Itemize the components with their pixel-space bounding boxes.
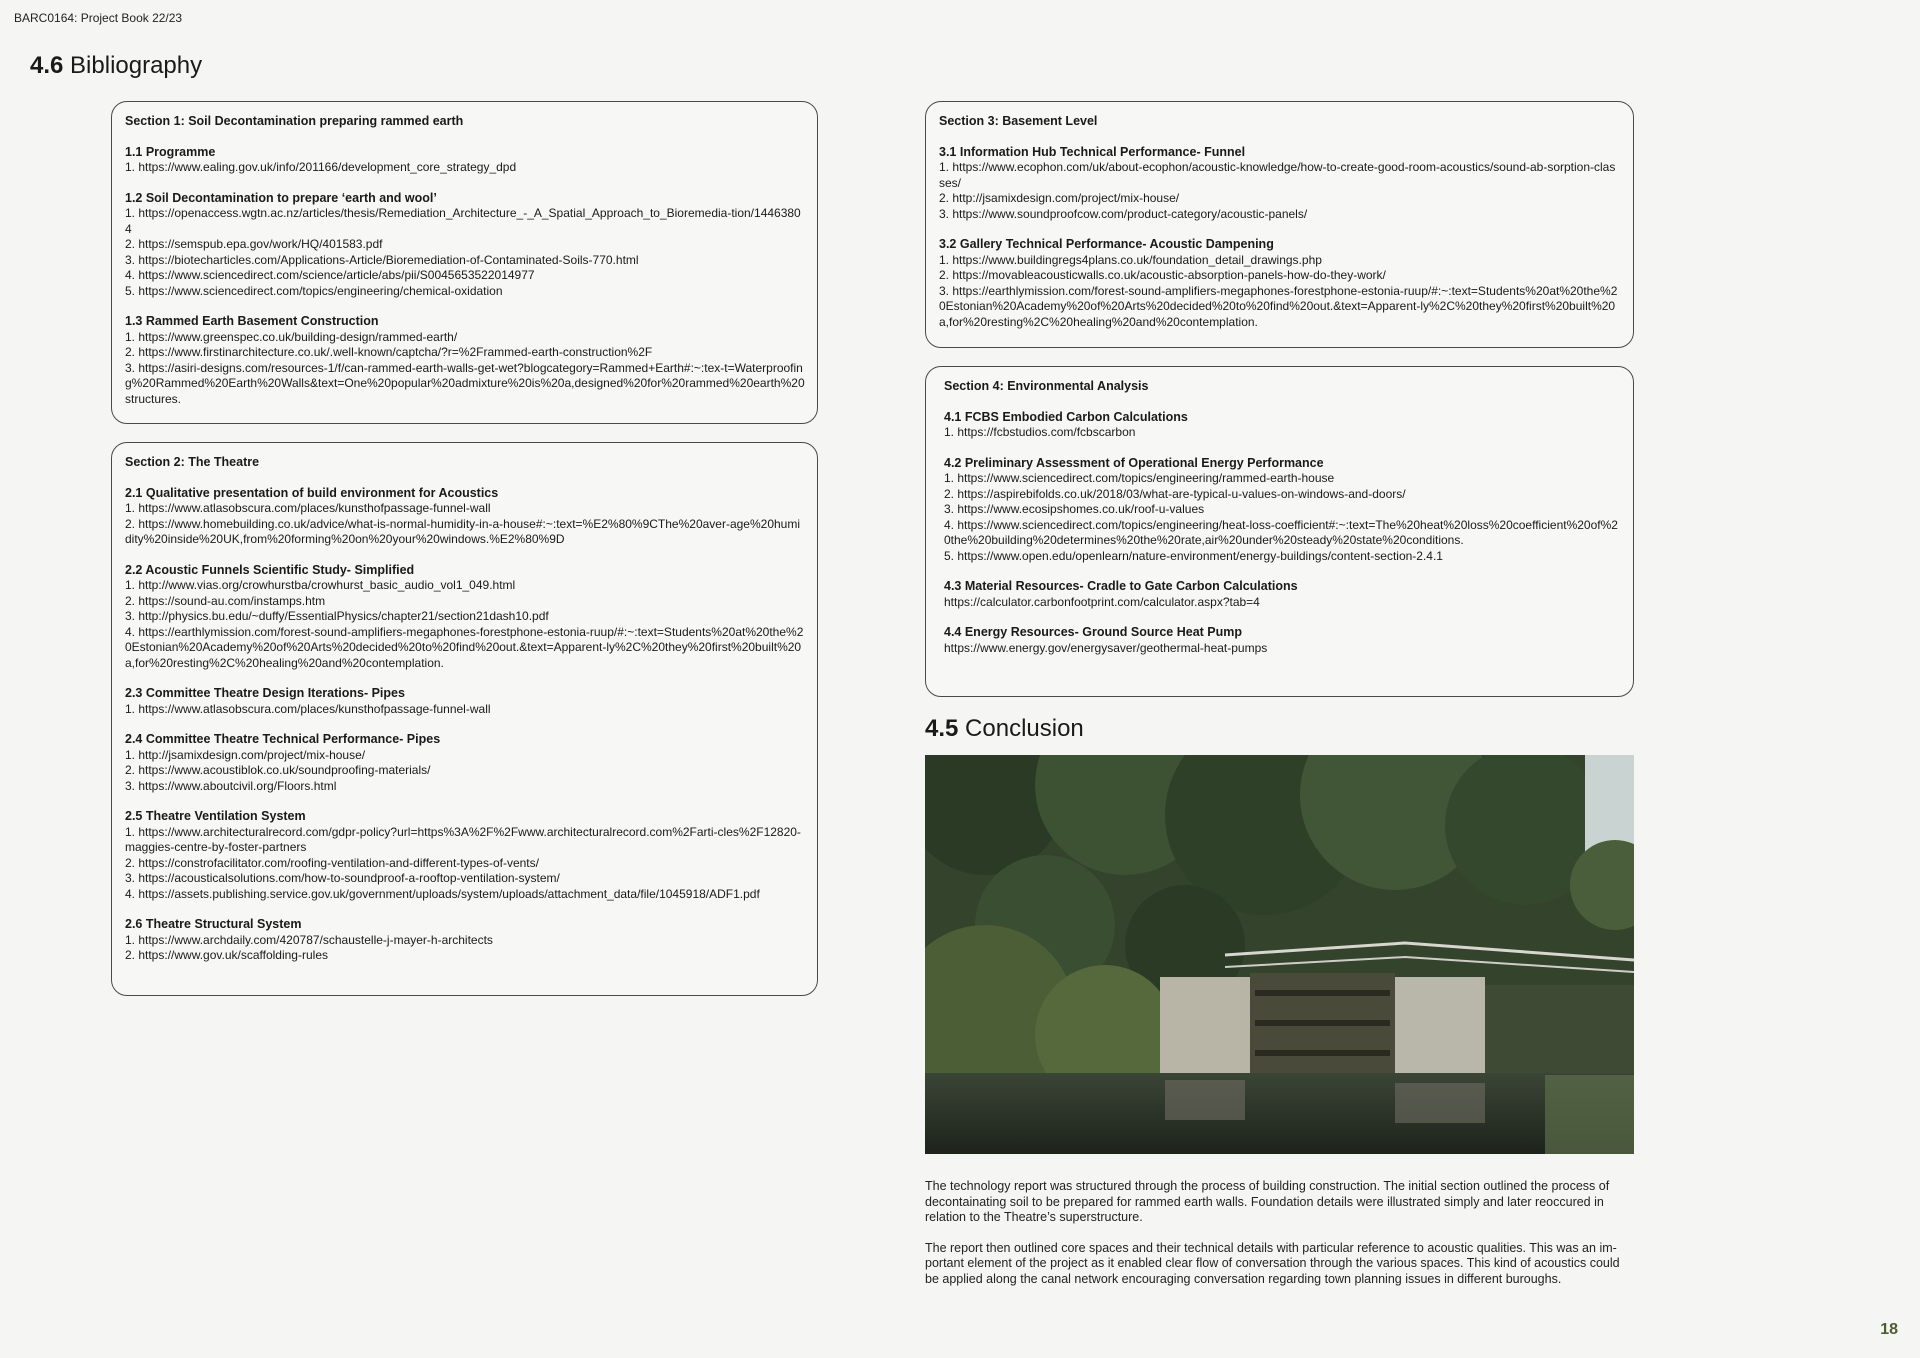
reference-link[interactable]: 1. http://www.vias.org/crowhurstba/crowhurst_basic_audio_vol1_049.html xyxy=(125,578,516,592)
subsection xyxy=(939,237,1621,330)
conclusion-paragraph: The technology report was structured through the process of building construction. The initial section outlined the process of decontainating soil to be prepared for rammed earth walls. Foundation details were illustrated simply and later reoccured in relation to the Theatre’s superstructure. xyxy=(925,1179,1610,1224)
page-number: 18 xyxy=(1880,1321,1898,1338)
reference-link[interactable]: 3. https://biotecharticles.com/Applications-Article/Bioremediation-of-Contaminated-Soils-770.html xyxy=(125,252,639,267)
canal-lock-photo xyxy=(925,755,1634,1154)
subsection-title: 4.4 Energy Resources- Ground Source Heat Pump xyxy=(944,625,1242,639)
reference-link[interactable]: 1. https://www.atlasobscura.com/places/kunsthofpassage-funnel-wall xyxy=(125,501,491,515)
reference-link[interactable]: 4. https://www.sciencedirect.com/science/article/abs/pii/S0045653522014977 xyxy=(125,268,535,282)
subsection-title: 1.2 Soil Decontamination to prepare ‘earth and wool’ xyxy=(125,190,437,205)
reference-link[interactable]: 2. https://movableacousticwalls.co.uk/acoustic-absorption-panels-how-do-they-work/ xyxy=(939,268,1386,282)
reference-link[interactable]: 2. https://semspub.epa.gov/work/HQ/401583.pdf xyxy=(125,237,383,251)
subsection-title: 2.4 Committee Theatre Technical Performance- Pipes xyxy=(125,732,441,746)
heading-number: 4.6 xyxy=(30,52,64,79)
subsection xyxy=(125,486,805,548)
subsection xyxy=(125,686,805,717)
reference-link[interactable]: 2. https://www.acoustiblok.co.uk/soundproofing-materials/ xyxy=(125,763,431,777)
subsection xyxy=(944,625,1621,656)
reference-link[interactable]: 2. https://www.homebuilding.co.uk/advice/what-is-normal-humidity-in-a-house#:~:text=%E2%80%9CThe%20aver-age%20humidity%20inside%20UK,from%20forming%20on%20your%20windows.%E2%80%9D xyxy=(125,516,801,546)
reference-link[interactable]: 4. https://earthlymission.com/forest-sound-amplifiers-megaphones-forestphone-estonia-ruup/#:~:text=Students%20at%20the%20Estonian%20Academy%20of%20Arts%20decided%20to%20find%20out.&text=Apparent-ly%2C%20they%20first%20built%20a,for%20resting%2C%20healing%20and%20contemplation. xyxy=(125,624,804,670)
reference-link[interactable]: 3. https://www.soundproofcow.com/product-category/acoustic-panels/ xyxy=(939,206,1308,221)
reference-link[interactable]: https://www.energy.gov/energysaver/geothermal-heat-pumps xyxy=(944,640,1268,655)
reference-link[interactable]: 2. https://aspirebifolds.co.uk/2018/03/what-are-typical-u-values-on-windows-and-doors/ xyxy=(944,486,1406,501)
reference-link[interactable]: 1. https://www.architecturalrecord.com/gdpr-policy?url=https%3A%2F%2Fwww.architecturalrecord.com%2Farti-cles%2F12820-maggies-centre-by-foster-partners xyxy=(125,824,801,854)
subsection-title: 1.1 Programme xyxy=(125,144,216,159)
reference-link[interactable]: 4. https://www.sciencedirect.com/topics/engineering/heat-loss-coefficient#:~:text=The%20heat%20loss%20coefficient%20of%20the%20building%20determines%20the%20rate,air%20under%20steady%20state%20conditions. xyxy=(944,517,1618,547)
bibliography-heading xyxy=(30,52,202,80)
subsection xyxy=(125,145,805,176)
conclusion-paragraph: The report then outlined core spaces and their technical details with particular reference to acoustic qualities. This was an im-portant element of the project as it enabled clear flow of conversation through the various spaces. This kind of acoustics could be applied along the canal network encouraging conversation regarding town planning issues in different buroughs. xyxy=(925,1240,1620,1286)
reference-link[interactable]: 1. https://www.archdaily.com/420787/schaustelle-j-mayer-h-architects xyxy=(125,932,493,947)
reference-link[interactable]: 2. http://jsamixdesign.com/project/mix-house/ xyxy=(939,191,1180,205)
heading-title: Conclusion xyxy=(965,715,1084,742)
subsection xyxy=(125,732,805,794)
conclusion-heading xyxy=(925,715,1084,743)
reference-link[interactable]: 1. https://openaccess.wgtn.ac.nz/articles/thesis/Remediation_Architecture_-_A_Spatial_Approach_to_Bioremedia-tion/14463804 xyxy=(125,206,801,236)
heading-title: Bibliography xyxy=(70,52,203,79)
subsection xyxy=(944,456,1621,565)
reference-link[interactable]: 3. https://acousticalsolutions.com/how-to-soundproof-a-rooftop-ventilation-system/ xyxy=(125,871,560,885)
subsection xyxy=(944,579,1621,610)
subsection-title: 2.6 Theatre Structural System xyxy=(125,917,302,931)
subsection-title: 2.5 Theatre Ventilation System xyxy=(125,809,306,823)
subsection-title: 3.2 Gallery Technical Performance- Acoustic Dampening xyxy=(939,237,1274,251)
reference-link[interactable]: 1. https://www.atlasobscura.com/places/kunsthofpassage-funnel-wall xyxy=(125,701,491,716)
reference-link[interactable]: 4. https://assets.publishing.service.gov.uk/government/uploads/system/uploads/attachment_data/file/1045918/ADF1.pdf xyxy=(125,886,760,901)
reference-link[interactable]: 1. https://www.buildingregs4plans.co.uk/foundation_detail_drawings.php xyxy=(939,252,1322,267)
section-title: Section 4: Environmental Analysis xyxy=(944,379,1149,393)
section-title: Section 1: Soil Decontamination preparing rammed earth xyxy=(125,114,464,128)
subsection xyxy=(125,314,805,407)
subsection-title: 2.3 Committee Theatre Design Iterations- Pipes xyxy=(125,686,405,700)
reference-link[interactable]: 3. https://earthlymission.com/forest-sound-amplifiers-megaphones-forestphone-estonia-ruup/#:~:text=Students%20at%20the%20Estonian%20Academy%20of%20Arts%20decided%20to%20find%20out.&text=Apparent-ly%2C%20they%20first%20built%20a,for%20resting%2C%20healing%20and%20contemplation. xyxy=(939,283,1618,329)
subsection-title: 4.1 FCBS Embodied Carbon Calculations xyxy=(944,409,1188,424)
reference-link[interactable]: 3. https://www.ecosipshomes.co.uk/roof-u-values xyxy=(944,502,1205,516)
reference-link[interactable]: 1. https://fcbstudios.com/fcbscarbon xyxy=(944,425,1136,439)
subsection xyxy=(125,809,805,902)
subsection-title: 4.3 Material Resources- Cradle to Gate Carbon Calculations xyxy=(944,579,1298,593)
reference-link[interactable]: 3. http://physics.bu.edu/~duffy/EssentialPhysics/chapter21/section21dash10.pdf xyxy=(125,609,549,623)
header-label: BARC0164: Project Book 22/23 xyxy=(14,11,183,25)
subsection-title: 2.1 Qualitative presentation of build environment for Acoustics xyxy=(125,485,499,500)
section-title: Section 2: The Theatre xyxy=(125,455,260,469)
reference-link[interactable]: 1. https://www.ealing.gov.uk/info/201166/development_core_strategy_dpd xyxy=(125,160,517,174)
subsection-title: 3.1 Information Hub Technical Performance- Funnel xyxy=(939,144,1246,159)
reference-link[interactable]: 2. https://www.gov.uk/scaffolding-rules xyxy=(125,948,328,962)
reference-link[interactable]: 5. https://www.sciencedirect.com/topics/engineering/chemical-oxidation xyxy=(125,283,503,298)
subsection xyxy=(125,917,805,964)
conclusion-text xyxy=(925,1179,1635,1302)
reference-link[interactable]: 1. https://www.greenspec.co.uk/building-design/rammed-earth/ xyxy=(125,329,458,344)
section-box xyxy=(925,366,1634,697)
subsection xyxy=(944,410,1621,441)
subsection-title: 1.3 Rammed Earth Basement Construction xyxy=(125,314,379,328)
reference-link[interactable]: 1. http://jsamixdesign.com/project/mix-house/ xyxy=(125,747,366,762)
section-box xyxy=(111,101,818,424)
subsection-title: 2.2 Acoustic Funnels Scientific Study- Simplified xyxy=(125,562,415,577)
section-title: Section 3: Basement Level xyxy=(939,114,1098,128)
reference-link[interactable]: 2. https://constrofacilitator.com/roofing-ventilation-and-different-types-of-vents/ xyxy=(125,855,539,870)
reference-link[interactable]: 3. https://asiri-designs.com/resources-1/f/can-rammed-earth-walls-get-wet?blogcategory=Rammed+Earth#:~:tex-t=Waterproofing%20Rammed%20Earth%20Walls&text=One%20popular%20admixture%20is%20a,designed%20for%20rammed%20earth%20structures. xyxy=(125,360,805,406)
subsection-title: 4.2 Preliminary Assessment of Operational Energy Performance xyxy=(944,455,1324,470)
section-box xyxy=(111,442,818,996)
subsection xyxy=(125,563,805,672)
reference-link[interactable]: 5. https://www.open.edu/openlearn/nature-environment/energy-buildings/content-section-2.4.1 xyxy=(944,548,1443,563)
reference-link[interactable]: 2. https://www.firstinarchitecture.co.uk/.well-known/captcha/?r=%2Frammed-earth-construction%2F xyxy=(125,345,653,359)
subsection xyxy=(125,191,805,300)
reference-link[interactable]: 2. https://sound-au.com/instamps.htm xyxy=(125,593,326,608)
section-box xyxy=(925,101,1634,348)
reference-link[interactable]: 1. https://www.sciencedirect.com/topics/engineering/rammed-earth-house xyxy=(944,471,1335,485)
reference-link[interactable]: 3. https://www.aboutcivil.org/Floors.html xyxy=(125,778,337,793)
reference-link[interactable]: https://calculator.carbonfootprint.com/calculator.aspx?tab=4 xyxy=(944,594,1260,609)
reference-link[interactable]: 1. https://www.ecophon.com/uk/about-ecophon/acoustic-knowledge/how-to-create-good-room-acoustics/sound-ab-sorption-classes/ xyxy=(939,160,1616,190)
subsection xyxy=(939,145,1621,223)
heading-number: 4.5 xyxy=(925,715,959,742)
